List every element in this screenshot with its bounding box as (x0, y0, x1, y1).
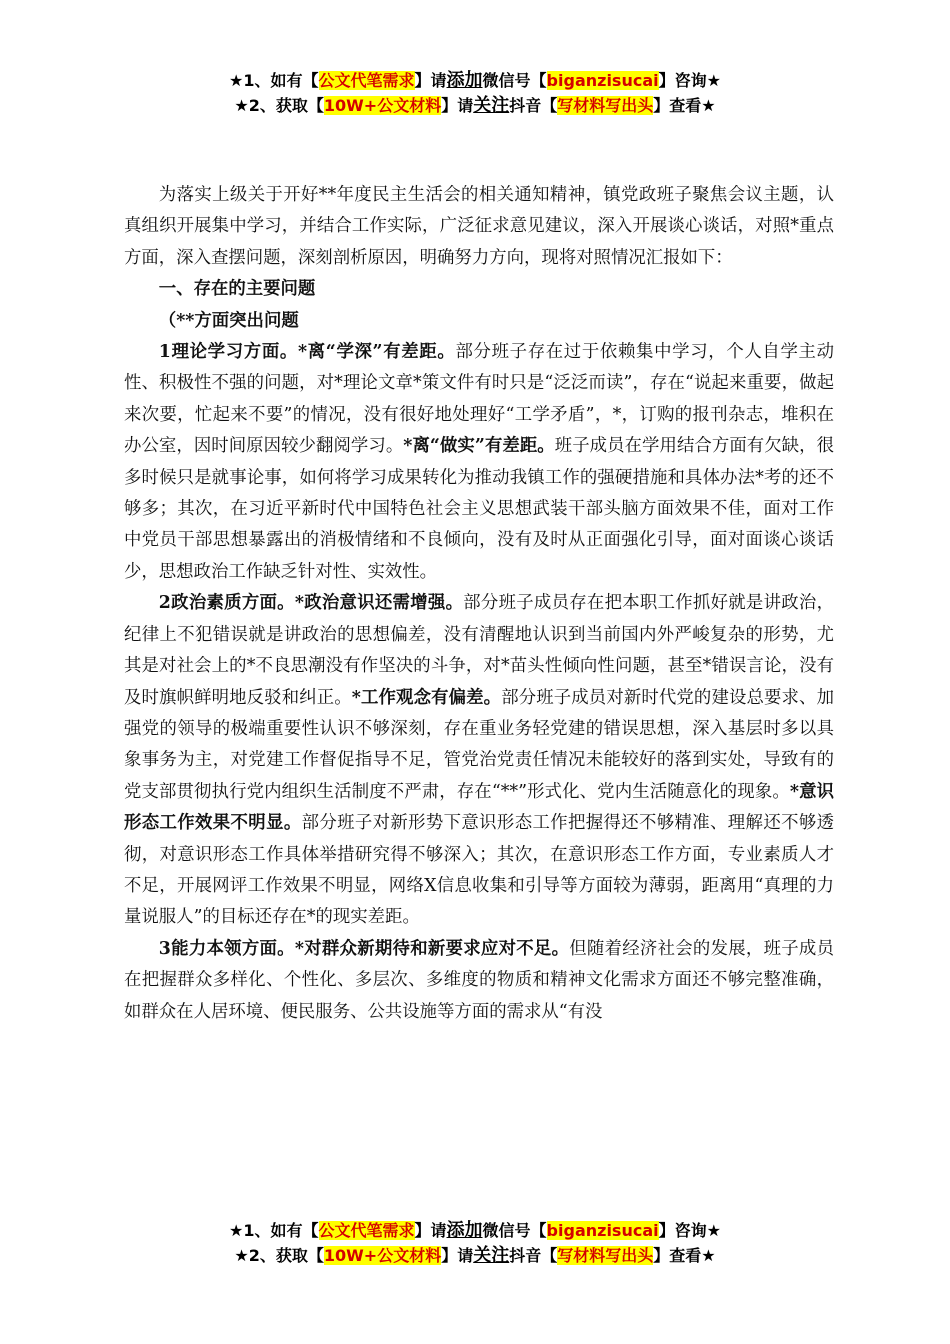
promo-emphasis: 关注 (473, 1245, 510, 1266)
promo-text: ★2、获取【 (234, 1246, 324, 1265)
promo-line-1 (0, 68, 950, 93)
promo-banner-top (0, 68, 950, 118)
promo-highlight: biganzisucai (546, 71, 659, 90)
point-text: 部分班子成员对新时代党的建设总要求、加强党的领导的极端重要性认识不够深刻，存在重业务轻党建的错误思想，深入基层时多以具象事务为主，对党建工作督促指导不足，管党治党责任情况未能较好的落到实处，导致有的党支部贯彻执行党内组织生活制度不严肃，存在“**”形式化、党内生活随意化的现象。 (124, 687, 834, 802)
promo-text: 】咨询★ (658, 71, 721, 90)
promo-line-2 (0, 1243, 950, 1268)
promo-highlight: 10W+公文材料 (323, 1246, 442, 1265)
point-text: 但随着经济社会的发展，班子成员在把握群众多样化、个性化、多层次、多维度的物质和精神文化需求方面还不够完整准确，如群众在人居环境、便民服务、公共设施等方面的需求从“有没 (124, 938, 834, 1022)
point-text: 班子成员在学用结合方面有欠缺，很多时候只是就事论事，如何将学习成果转化为推动我镇工作的强硬措施和具体办法*考的还不够多；其次，在习近平新时代中国特色社会主义思想武装干部头脑方面效果不佳，面对工作中党员干部思想暴露出的消极情绪和不良倾向，没有及时从正面强化引导，面对面谈心谈话少，思想政治工作缺乏针对性、实效性。 (124, 436, 834, 582)
promo-emphasis: 添加 (446, 1220, 483, 1241)
promo-banner-bottom (0, 1218, 950, 1268)
promo-text: 】请 (441, 96, 474, 115)
paragraph-ability (124, 934, 834, 1028)
paragraph-theory-study (124, 337, 834, 588)
point-title: 3能力本领方面。*对群众新期待和新要求应对不足。 (158, 938, 570, 959)
promo-emphasis: 关注 (473, 95, 510, 116)
promo-text: 】咨询★ (658, 1221, 721, 1240)
paragraph-political-quality (124, 588, 834, 933)
point-title: *意识形态工作效果不明显。 (124, 781, 834, 834)
promo-text: ★2、获取【 (234, 96, 324, 115)
intro-paragraph: 为落实上级关于开好**年度民主生活会的相关通知精神，镇党政班子聚焦会议主题，认真组织开展集中学习，并结合工作实际，广泛征求意见建议，深入开展谈心谈话，对照*重点方面，深入查摆问题，深刻剖析原因，明确努力方向，现将对照情况汇报如下： (124, 185, 834, 268)
point-text: 部分班子存在过于依赖集中学习，个人自学主动性、积极性不强的问题，对*理论文章*策文件有时只是“泛泛而读”，存在“说起来重要，做起来次要，忙起来不要”的情况，没有很好地处理好“工学矛盾”，*，订购的报刊杂志，堆积在办公室，因时间原因较少翻阅学习。 (124, 342, 834, 457)
promo-text: 抖音【 (509, 96, 558, 115)
promo-highlight: 10W+公文材料 (323, 96, 442, 115)
document-body (124, 180, 834, 1028)
promo-text: 】请 (441, 1246, 474, 1265)
promo-emphasis: 添加 (446, 70, 483, 91)
promo-text: 抖音【 (509, 1246, 558, 1265)
promo-line-2 (0, 93, 950, 118)
promo-highlight: 写材料写出头 (557, 1246, 654, 1265)
promo-text: 】请 (414, 1221, 447, 1240)
promo-text: 微信号【 (482, 1221, 547, 1240)
promo-highlight: 写材料写出头 (557, 96, 654, 115)
promo-highlight: 公文代笔需求 (318, 1221, 415, 1240)
promo-text: ★1、如有【 (229, 71, 319, 90)
section-heading: 一、存在的主要问题 (158, 279, 316, 300)
point-text: 部分班子对新形势下意识形态工作把握得还不够精准、理解还不够透彻，对意识形态工作具体举措研究得不够深入；其次，在意识形态工作方面，专业素质人才不足，开展网评工作效果不明显，网络X信息收集和引导等方面较为薄弱，距离用“真理的力量说服人”的目标还存在*的现实差距。 (124, 813, 834, 928)
subsection-heading: （**方面突出问题 (158, 310, 299, 331)
point-title: *离“做实”有差距。 (403, 436, 555, 457)
promo-text: 】查看★ (653, 96, 716, 115)
promo-highlight: 公文代笔需求 (318, 71, 415, 90)
point-title: *工作观念有偏差。 (351, 687, 502, 708)
point-text: 部分班子成员存在把本职工作抓好就是讲政治，纪律上不犯错误就是讲政治的思想偏差，没有清醒地认识到当前国内外严峻复杂的形势，尤其是对社会上的*不良思潮没有作坚决的斗争，对*苗头性倾向性问题，甚至*错误言论，没有及时旗帜鲜明地反驳和纠正。 (124, 593, 834, 708)
promo-text: 】请 (414, 71, 447, 90)
promo-text: 微信号【 (482, 71, 547, 90)
point-title: 2政治素质方面。*政治意识还需增强。 (158, 593, 464, 614)
promo-line-1 (0, 1218, 950, 1243)
promo-highlight: biganzisucai (546, 1221, 659, 1240)
promo-text: ★1、如有【 (229, 1221, 319, 1240)
point-title: 1理论学习方面。*离“学深”有差距。 (158, 342, 456, 363)
promo-text: 】查看★ (653, 1246, 716, 1265)
